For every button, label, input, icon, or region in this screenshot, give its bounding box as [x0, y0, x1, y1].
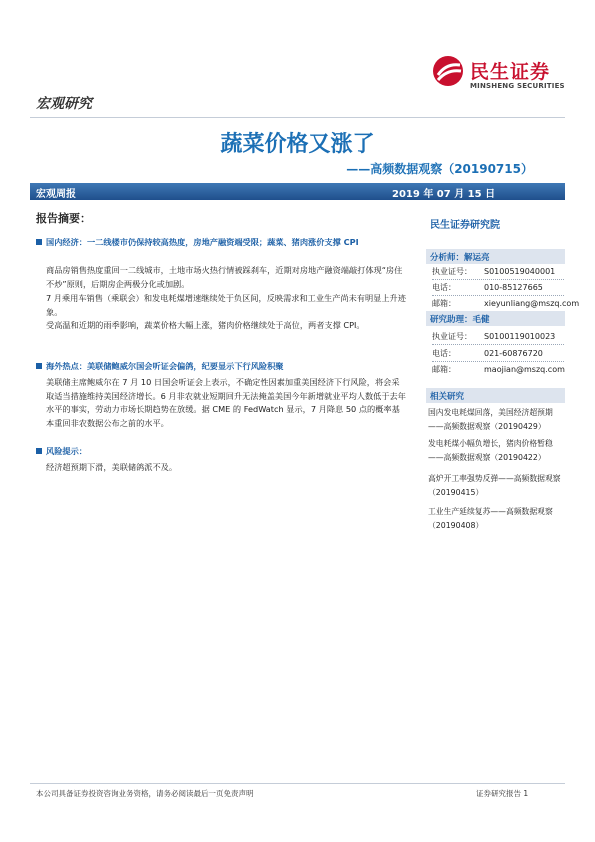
brand-logo: [432, 55, 572, 95]
analyst-header: 分析师：解运亮: [426, 249, 565, 264]
institute-name: 民生证券研究院: [430, 220, 500, 231]
square-bullet-icon: [36, 448, 42, 454]
abstract-title: 报告摘要：: [36, 212, 91, 225]
page-footer: 证券研究报告 1: [476, 789, 529, 798]
assistant-phone: 电话： 021-60876720: [432, 349, 543, 358]
assistant-license: 执业证号： S0100119010023: [432, 332, 556, 341]
report-title: 蔬菜价格又涨了: [220, 132, 375, 157]
bottom-divider: [30, 783, 565, 784]
related-research-item[interactable]: 高炉开工率强势反弹——高频数据观察（20190415）: [428, 474, 561, 497]
dotted-divider: [432, 344, 564, 345]
assistant-header: 研究助理：毛健: [426, 311, 565, 326]
related-research-header: 相关研究: [426, 388, 565, 403]
abstract-paragraph: 受高温和近期的雨季影响，蔬菜价格大幅上涨，猪肉价格继续处于高位，两者支撑 CPI。: [46, 320, 365, 330]
abstract-paragraph: 经济超预期下滑，美联储鸽派不及。: [46, 462, 178, 472]
analyst-phone: 电话： 010-85127665: [432, 283, 543, 292]
top-divider: [30, 117, 565, 118]
abstract-paragraph: 商品房销售热度重回一二线城市，土地市场火热行情被踩刹车，近期对房地产融资端敲打体现“房住不炒”原则，后期房企两极分化或加剧。: [46, 265, 403, 289]
abstract-item-head-risk: 风险提示：: [36, 445, 406, 458]
square-bullet-icon: [36, 239, 42, 245]
report-type: 宏观周报: [36, 189, 76, 200]
related-research-item[interactable]: 国内发电耗煤回落，美国经济超预期——高频数据观察（20190429）: [428, 408, 553, 431]
analyst-email[interactable]: 邮箱： xieyunliang@mszq.com: [432, 299, 580, 308]
assistant-email[interactable]: 邮箱： maojian@mszq.com: [432, 365, 565, 374]
disclaimer-note: 本公司具备证券投资咨询业务资格，请务必阅读最后一页免责声明: [36, 789, 254, 798]
brand-name-cn: 民生证券: [470, 61, 551, 83]
report-subtitle: ——高频数据观察（20190715）: [346, 162, 533, 176]
brand-name-en: MINSHENG SECURITIES: [470, 82, 565, 90]
abstract-item-head-overseas: 海外热点：美联储鲍威尔国会听证会偏鸽，纪要显示下行风险积聚: [36, 360, 406, 373]
abstract-paragraph: 美联储主席鲍威尔在 7 月 10 日国会听证会上表示，不确定性因素加重美国经济下行风险，将会采取适当措施维持美国经济增长。6 月非农就业短期回升无法掩盖美国今年新增就业平均人数低于去年水平的事实，劳动力市场长期趋势在放缓。据 CME 的 FedWatch 显示，7 月降息 50 点的概率基本重回非农数据公布之前的水平。: [46, 377, 406, 428]
dotted-divider: [432, 361, 564, 362]
report-date: 2019 年 07 月 15 日: [392, 189, 496, 200]
dotted-divider: [432, 295, 564, 296]
abstract-item-head-domestic: 国内经济：一二线楼市仍保持较高热度，房地产融资端受限；蔬菜、猪肉涨价支撑 CPI: [36, 236, 406, 249]
brand-mark-icon: [432, 55, 464, 87]
related-research-item[interactable]: 发电耗煤小幅负增长，猪肉价格暂稳——高频数据观察（20190422）: [428, 439, 553, 462]
analyst-license: 执业证号： S0100519040001: [432, 267, 556, 276]
square-bullet-icon: [36, 363, 42, 369]
dotted-divider: [432, 279, 564, 280]
abstract-paragraph: 7 月乘用车销售（乘联会）和发电耗煤增速继续处于负区间，反映需求和工业生产尚未有明显上升迹象。: [46, 293, 406, 317]
section-label: 宏观研究: [36, 96, 92, 112]
related-research-item[interactable]: 工业生产延续复苏——高频数据观察（20190408）: [428, 507, 553, 530]
